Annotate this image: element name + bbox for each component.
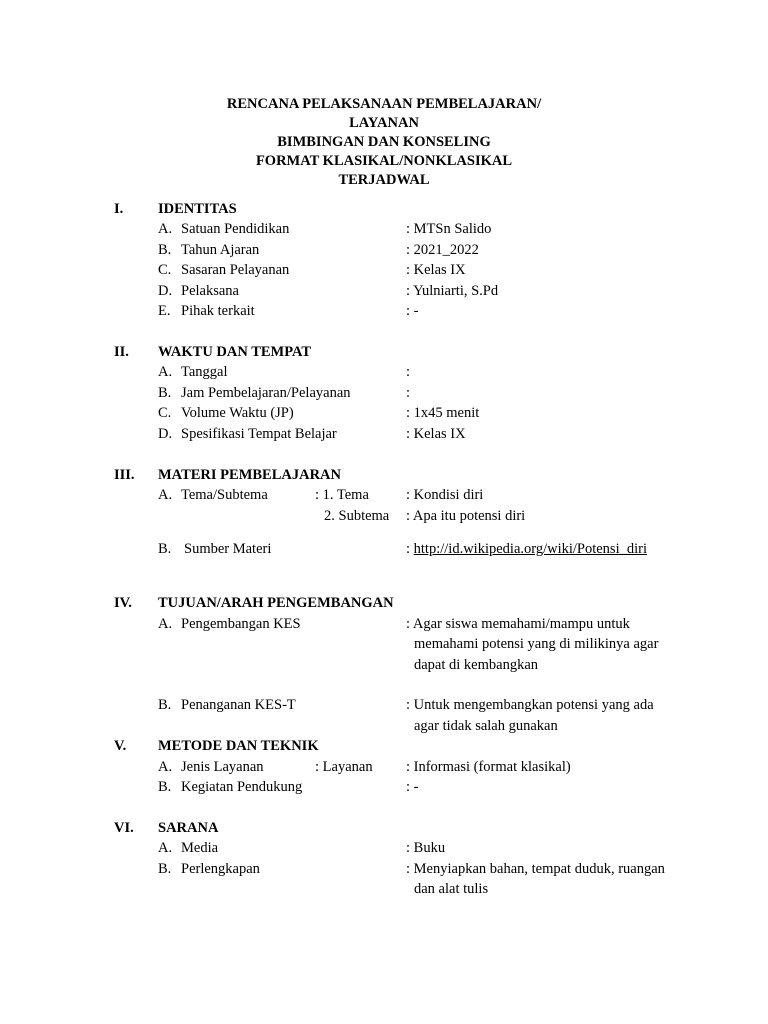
item-letter: B.	[158, 861, 172, 877]
item-value-continued: dapat di kembangkan	[414, 657, 539, 673]
item-letter: A.	[158, 487, 173, 503]
section-heading-metode: METODE DAN TEKNIK	[158, 738, 319, 754]
item-letter: A.	[158, 221, 173, 237]
section-numeral-waktu: II.	[114, 344, 129, 360]
item-letter: C.	[158, 405, 172, 421]
title-line-1: RENCANA PELAKSANAAN PEMBELAJARAN/	[226, 96, 542, 112]
item-letter: B.	[158, 697, 172, 713]
item-label: Spesifikasi Tempat Belajar	[181, 426, 337, 442]
item-value: : Informasi (format klasikal)	[406, 759, 571, 775]
item-value: : Kondisi diri	[406, 487, 484, 503]
item-value: :	[406, 364, 411, 380]
item-value: : -	[406, 779, 419, 795]
item-label: Pihak terkait	[181, 303, 255, 319]
section-numeral-tujuan: IV.	[114, 595, 132, 611]
source-link[interactable]: http://id.wikipedia.org/wiki/Potensi_diri	[413, 541, 647, 557]
item-value: : Apa itu potensi diri	[406, 508, 526, 524]
item-label: Volume Waktu (JP)	[181, 405, 294, 421]
item-label: Tanggal	[181, 364, 228, 380]
item-label: Jenis Layanan	[181, 759, 264, 775]
item-label: Media	[181, 840, 219, 856]
item-letter: B.	[158, 541, 172, 557]
section-numeral-identitas: I.	[114, 201, 124, 217]
item-label: Penanganan KES-T	[181, 697, 296, 713]
item-value: : Agar siswa memahami/mampu untuk	[406, 616, 630, 632]
item-value: : Menyiapkan bahan, tempat duduk, ruangan	[406, 861, 665, 877]
item-label: Jam Pembelajaran/Pelayanan	[181, 385, 351, 401]
item-sublabel: : Layanan	[315, 759, 373, 775]
section-numeral-metode: V.	[114, 738, 127, 754]
title-line-3: BIMBINGAN DAN KONSELING	[277, 134, 491, 150]
item-label: Perlengkapan	[181, 861, 260, 877]
item-letter: A.	[158, 840, 173, 856]
item-label: Pelaksana	[181, 283, 239, 299]
item-label: Sumber Materi	[184, 541, 272, 557]
item-letter: A.	[158, 759, 173, 775]
item-value: : -	[406, 303, 419, 319]
document-title	[0, 95, 768, 190]
item-label: Pengembangan KES	[181, 616, 301, 632]
section-heading-sarana: SARANA	[158, 820, 219, 836]
title-line-4: FORMAT KLASIKAL/NONKLASIKAL	[255, 153, 513, 169]
item-value: : Kelas IX	[406, 426, 466, 442]
item-value-continued: dan alat tulis	[414, 881, 489, 897]
item-value: : Untuk mengembangkan potensi yang ada	[406, 697, 654, 713]
item-label: Satuan Pendidikan	[181, 221, 290, 237]
section-numeral-sarana: VI.	[114, 820, 134, 836]
item-letter: A.	[158, 364, 173, 380]
item-letter: D.	[158, 426, 173, 442]
title-line-2: LAYANAN	[349, 115, 419, 131]
item-value: : Yulniarti, S.Pd	[406, 283, 499, 299]
item-letter: C.	[158, 262, 172, 278]
item-label: Kegiatan Pendukung	[181, 779, 303, 795]
item-letter: B.	[158, 242, 172, 258]
item-value: : Buku	[406, 840, 446, 856]
section-numeral-materi: III.	[114, 467, 135, 483]
item-value: : 2021_2022	[406, 242, 479, 258]
section-heading-identitas: IDENTITAS	[158, 201, 237, 217]
item-sublabel: : 1. Tema	[315, 487, 369, 503]
title-line-5: TERJADWAL	[338, 172, 430, 188]
section-heading-waktu: WAKTU DAN TEMPAT	[158, 344, 312, 360]
item-label: Tahun Ajaran	[181, 242, 260, 258]
item-letter: D.	[158, 283, 173, 299]
section-heading-tujuan: TUJUAN/ARAH PENGEMBANGAN	[158, 595, 394, 611]
section-heading-materi: MATERI PEMBELAJARAN	[158, 467, 341, 483]
item-letter: E.	[158, 303, 171, 319]
item-sublabel: 2. Subtema	[324, 508, 390, 524]
item-label: Tema/Subtema	[181, 487, 268, 503]
item-value: : MTSn Salido	[406, 221, 492, 237]
item-letter: B.	[158, 779, 172, 795]
item-value: : Kelas IX	[406, 262, 466, 278]
item-value-continued: memahami potensi yang di milikinya agar	[414, 636, 659, 652]
item-label: Sasaran Pelayanan	[181, 262, 290, 278]
item-letter: A.	[158, 616, 173, 632]
item-value-colon: :	[406, 541, 411, 557]
item-value	[406, 539, 647, 559]
item-value-continued: agar tidak salah gunakan	[414, 718, 558, 734]
item-letter: B.	[158, 385, 172, 401]
item-value: : 1x45 menit	[406, 405, 480, 421]
item-value: :	[406, 385, 411, 401]
